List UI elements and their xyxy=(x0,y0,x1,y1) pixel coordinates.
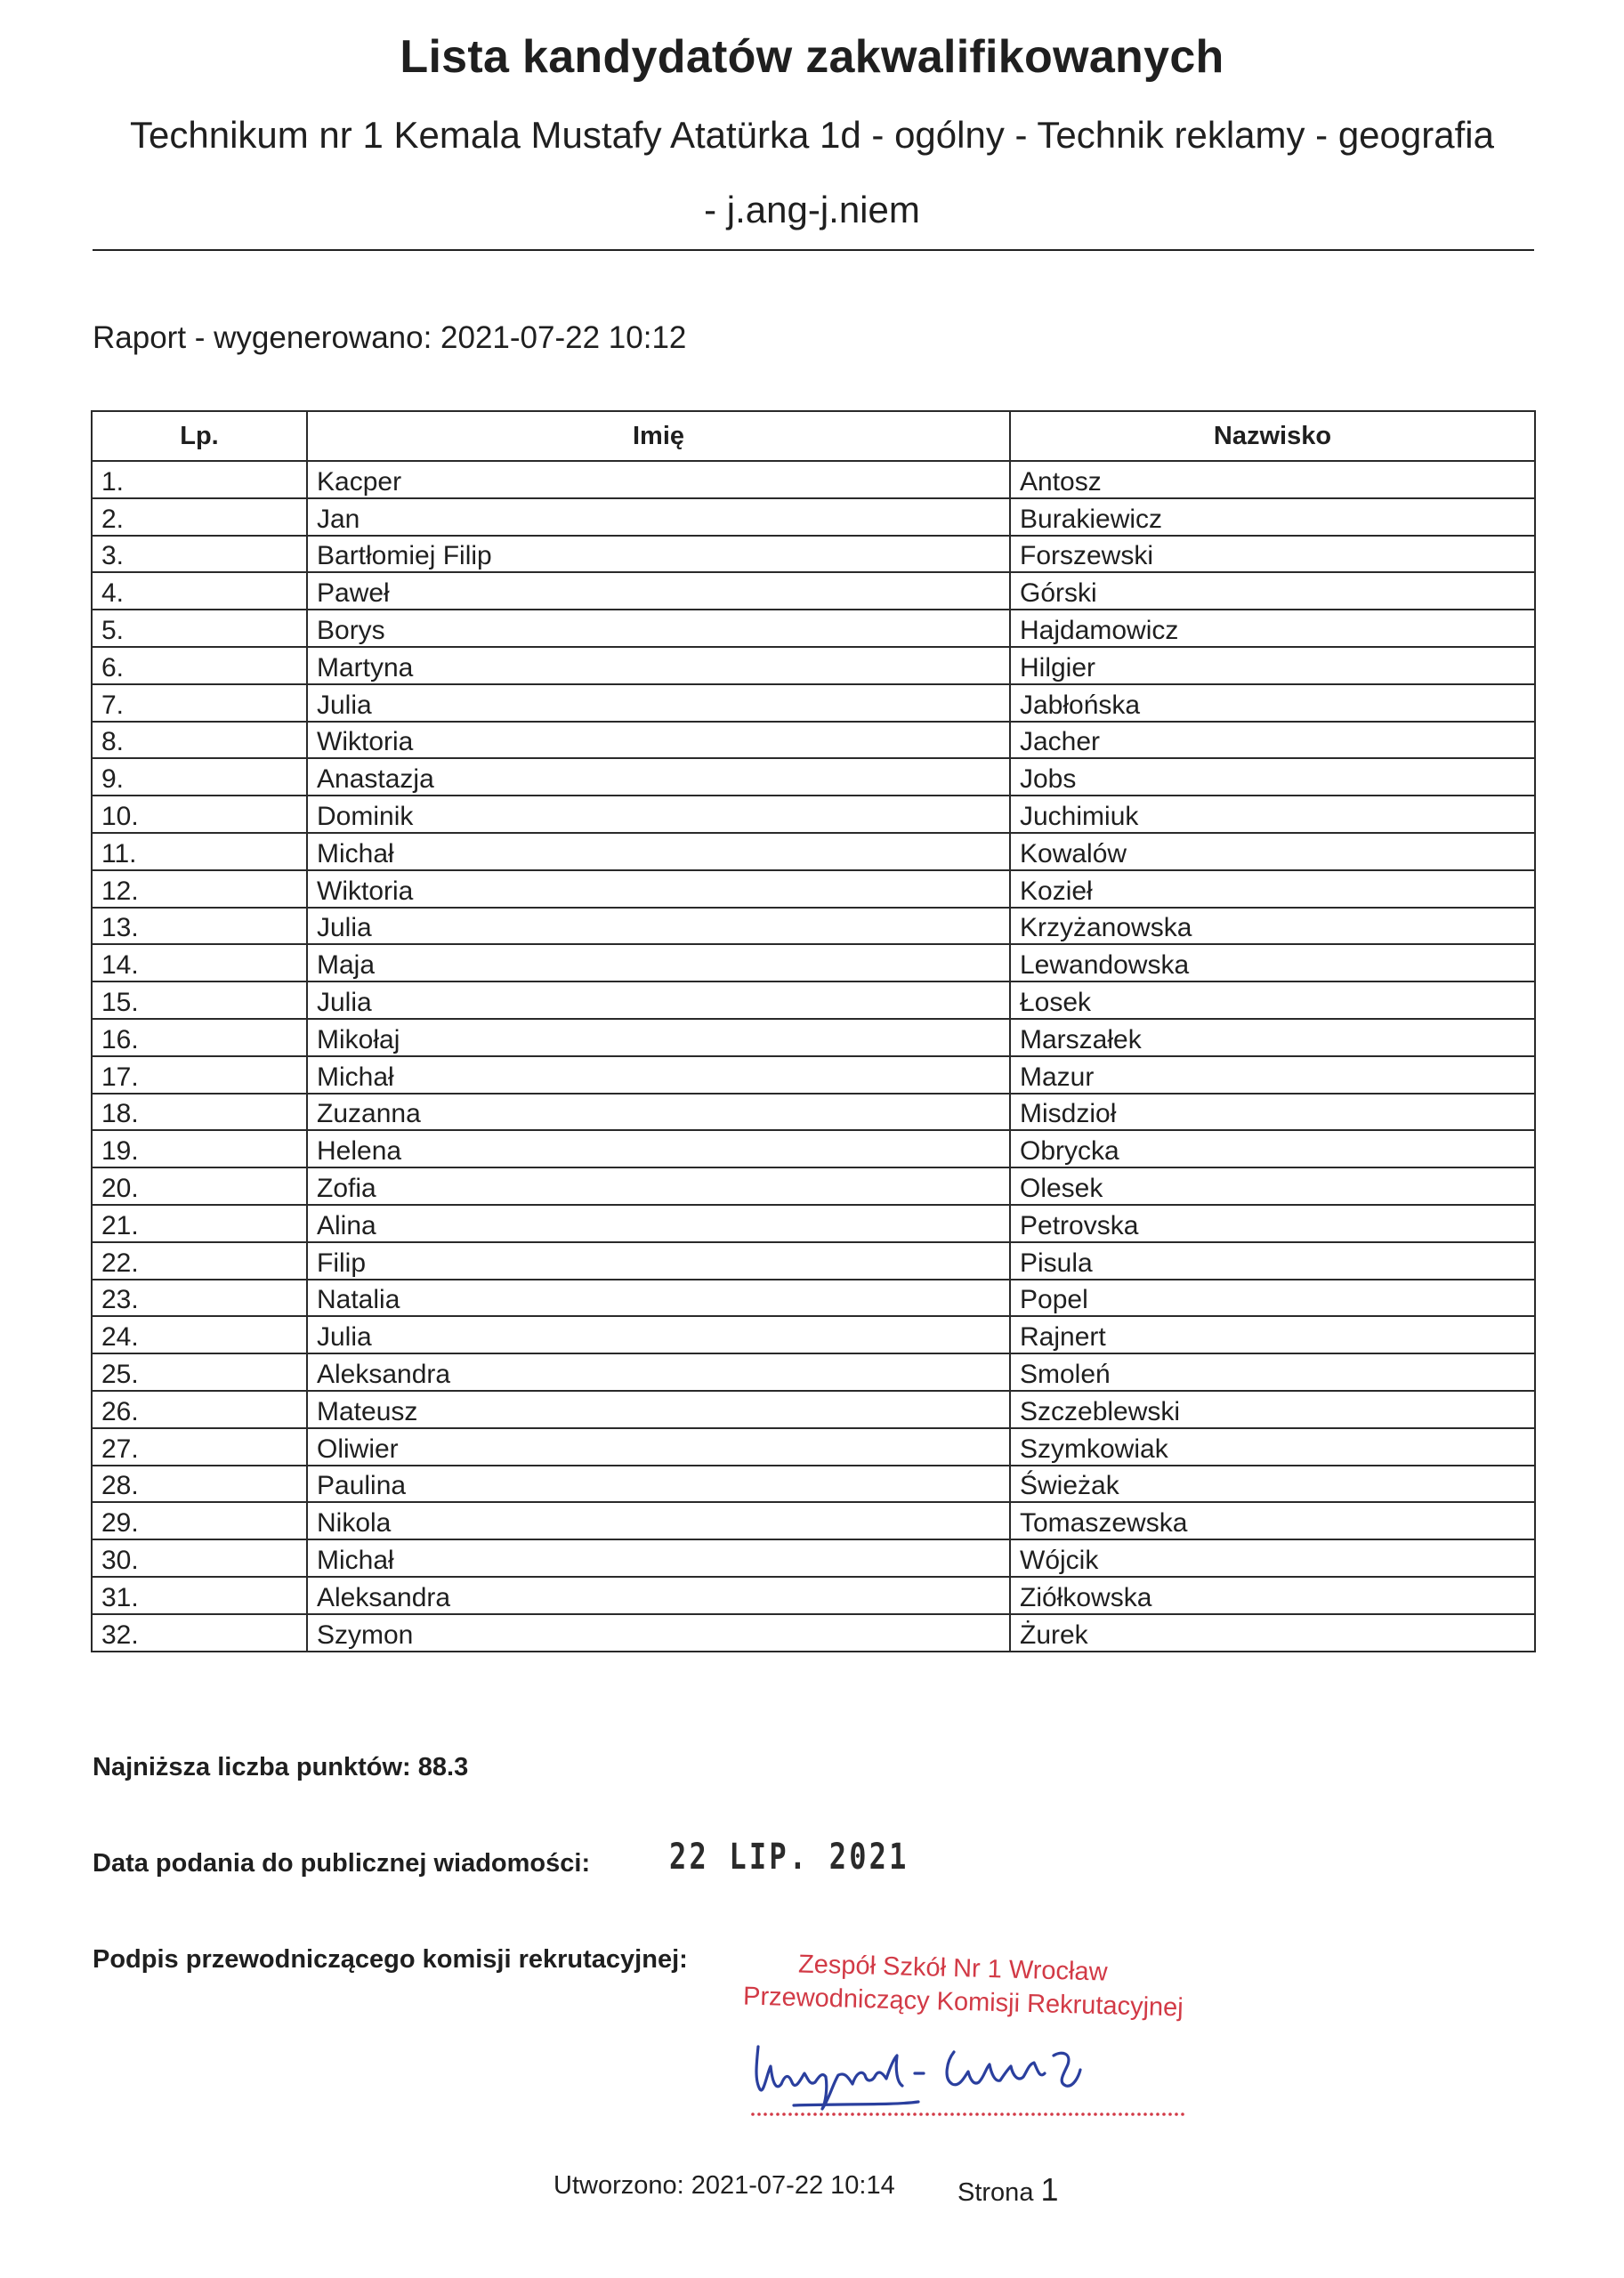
table-row xyxy=(92,1019,1535,1056)
signature-dot xyxy=(795,2112,798,2116)
cell-last-name: Ziółkowska xyxy=(1010,1577,1535,1614)
page-number: 1 xyxy=(1040,2171,1059,2208)
cell-first-name: Michał xyxy=(307,833,1010,870)
signature-dot xyxy=(913,2112,917,2116)
cell-first-name: Wiktoria xyxy=(307,722,1010,759)
signature-dot xyxy=(1106,2112,1110,2116)
document-title: Lista kandydatów zakwalifikowanych xyxy=(400,31,1224,83)
signature-dot xyxy=(894,2112,898,2116)
cell-last-name: Jobs xyxy=(1010,758,1535,796)
signature-label: Podpis przewodniczącego komisji rekrutacyjnej: xyxy=(93,1945,688,1974)
cell-last-name: Forszewski xyxy=(1010,536,1535,573)
table-row xyxy=(92,1466,1535,1503)
cell-last-name: Szczeblewski xyxy=(1010,1391,1535,1428)
cell-last-name: Obrycka xyxy=(1010,1130,1535,1167)
signature-dot xyxy=(1087,2112,1091,2116)
signature-dot xyxy=(1069,2112,1072,2116)
cell-lp: 27. xyxy=(92,1428,307,1466)
table-row xyxy=(92,1280,1535,1317)
signature-dot xyxy=(925,2112,929,2116)
school-program-line: Technikum nr 1 Kemala Mustafy Atatürka 1d - ogólny - Technik reklamy - geografia xyxy=(130,114,1494,156)
signature-dot xyxy=(1000,2112,1004,2116)
signature-dot xyxy=(1031,2112,1035,2116)
signature-dot xyxy=(1150,2112,1153,2116)
cell-last-name: Olesek xyxy=(1010,1167,1535,1205)
signature-dot xyxy=(813,2112,817,2116)
signature-dot xyxy=(975,2112,979,2116)
signature-dot xyxy=(1006,2112,1010,2116)
cell-first-name: Kacper xyxy=(307,461,1010,498)
signature-dot xyxy=(782,2112,786,2116)
cell-first-name: Martyna xyxy=(307,647,1010,684)
cell-lp: 17. xyxy=(92,1056,307,1094)
cell-first-name: Julia xyxy=(307,1316,1010,1353)
table-row xyxy=(92,1577,1535,1614)
cell-first-name: Bartłomiej Filip xyxy=(307,536,1010,573)
cell-lp: 14. xyxy=(92,944,307,981)
cell-last-name: Łosek xyxy=(1010,981,1535,1019)
page-label: Strona xyxy=(957,2178,1034,2207)
cell-lp: 26. xyxy=(92,1391,307,1428)
table-row xyxy=(92,684,1535,722)
cell-last-name: Kozieł xyxy=(1010,870,1535,908)
cell-last-name: Popel xyxy=(1010,1280,1535,1317)
signature-dot xyxy=(1050,2112,1054,2116)
signature-dot xyxy=(1044,2112,1047,2116)
cell-last-name: Juchimiuk xyxy=(1010,796,1535,833)
signature-dot xyxy=(1131,2112,1135,2116)
signature-dot xyxy=(876,2112,879,2116)
cell-first-name: Borys xyxy=(307,610,1010,647)
handwritten-signature xyxy=(740,2020,1203,2118)
signature-dot xyxy=(764,2112,767,2116)
table-row xyxy=(92,758,1535,796)
signature-dot xyxy=(788,2112,792,2116)
table-row xyxy=(92,870,1535,908)
cell-last-name: Marszałek xyxy=(1010,1019,1535,1056)
cell-last-name: Jacher xyxy=(1010,722,1535,759)
signature-dot xyxy=(1156,2112,1159,2116)
signature-dot xyxy=(1162,2112,1166,2116)
signature-dot xyxy=(901,2112,904,2116)
signature-dot xyxy=(963,2112,966,2116)
signature-dot xyxy=(1056,2112,1060,2116)
signature-dot xyxy=(757,2112,761,2116)
cell-lp: 16. xyxy=(92,1019,307,1056)
cell-first-name: Michał xyxy=(307,1539,1010,1577)
cell-lp: 20. xyxy=(92,1167,307,1205)
cell-lp: 8. xyxy=(92,722,307,759)
table-row xyxy=(92,1502,1535,1539)
column-header-first-name: Imię xyxy=(307,411,1010,461)
signature-dot xyxy=(1143,2112,1147,2116)
table-row xyxy=(92,1167,1535,1205)
cell-first-name: Oliwier xyxy=(307,1428,1010,1466)
signature-dot xyxy=(1119,2112,1122,2116)
cell-lp: 28. xyxy=(92,1466,307,1503)
signature-dot xyxy=(1062,2112,1066,2116)
signature-dot xyxy=(751,2112,755,2116)
table-row xyxy=(92,796,1535,833)
cell-last-name: Krzyżanowska xyxy=(1010,908,1535,945)
cell-lp: 31. xyxy=(92,1577,307,1614)
publication-date-label: Data podania do publicznej wiadomości: xyxy=(93,1849,591,1878)
cell-first-name: Helena xyxy=(307,1130,1010,1167)
table-row xyxy=(92,944,1535,981)
signature-dot xyxy=(851,2112,854,2116)
cell-lp: 19. xyxy=(92,1130,307,1167)
table-row xyxy=(92,1094,1535,1131)
cell-first-name: Filip xyxy=(307,1242,1010,1280)
cell-lp: 4. xyxy=(92,572,307,610)
table-row xyxy=(92,647,1535,684)
cell-last-name: Pisula xyxy=(1010,1242,1535,1280)
cell-first-name: Julia xyxy=(307,684,1010,722)
signature-dot xyxy=(820,2112,823,2116)
table-row xyxy=(92,1614,1535,1652)
cell-lp: 6. xyxy=(92,647,307,684)
signature-dot xyxy=(770,2112,773,2116)
cell-lp: 32. xyxy=(92,1614,307,1652)
signature-dot xyxy=(1013,2112,1016,2116)
signature-dot xyxy=(969,2112,973,2116)
cell-lp: 12. xyxy=(92,870,307,908)
cell-lp: 25. xyxy=(92,1353,307,1391)
cell-first-name: Wiktoria xyxy=(307,870,1010,908)
signature-dot xyxy=(919,2112,923,2116)
table-row xyxy=(92,536,1535,573)
signature-dot xyxy=(932,2112,935,2116)
table-row xyxy=(92,610,1535,647)
cell-lp: 24. xyxy=(92,1316,307,1353)
signature-dot xyxy=(1038,2112,1041,2116)
table-row xyxy=(92,1353,1535,1391)
cell-lp: 18. xyxy=(92,1094,307,1131)
cell-first-name: Jan xyxy=(307,498,1010,536)
signature-dot xyxy=(982,2112,985,2116)
cell-last-name: Wójcik xyxy=(1010,1539,1535,1577)
cell-last-name: Żurek xyxy=(1010,1614,1535,1652)
table-row xyxy=(92,1242,1535,1280)
signature-dot xyxy=(888,2112,892,2116)
cell-last-name: Tomaszewska xyxy=(1010,1502,1535,1539)
signature-dot xyxy=(857,2112,860,2116)
cell-last-name: Górski xyxy=(1010,572,1535,610)
table-row xyxy=(92,572,1535,610)
cell-lp: 21. xyxy=(92,1205,307,1242)
signature-dot xyxy=(1125,2112,1128,2116)
cell-last-name: Mazur xyxy=(1010,1056,1535,1094)
signature-dot xyxy=(1175,2112,1178,2116)
cell-last-name: Lewandowska xyxy=(1010,944,1535,981)
table-row xyxy=(92,1391,1535,1428)
cell-last-name: Hilgier xyxy=(1010,647,1535,684)
cell-first-name: Julia xyxy=(307,908,1010,945)
signature-dot xyxy=(863,2112,867,2116)
cell-last-name: Świeżak xyxy=(1010,1466,1535,1503)
signature-dot xyxy=(869,2112,873,2116)
table-row xyxy=(92,722,1535,759)
publication-date-stamp: 22 LIP. 2021 xyxy=(669,1837,909,1878)
cell-first-name: Paulina xyxy=(307,1466,1010,1503)
footer-created: Utworzono: 2021-07-22 10:14 xyxy=(553,2171,895,2200)
signature-dot xyxy=(776,2112,780,2116)
table-row xyxy=(92,461,1535,498)
candidates-table xyxy=(91,410,1536,1652)
signature-dot xyxy=(844,2112,848,2116)
language-line: - j.ang-j.niem xyxy=(704,189,920,230)
signature-dot xyxy=(994,2112,998,2116)
cell-last-name: Szymkowiak xyxy=(1010,1428,1535,1466)
signature-dot xyxy=(1025,2112,1029,2116)
signature-dot xyxy=(950,2112,954,2116)
table-row xyxy=(92,1428,1535,1466)
cell-lp: 2. xyxy=(92,498,307,536)
cell-first-name: Alina xyxy=(307,1205,1010,1242)
signature-dot xyxy=(1137,2112,1141,2116)
cell-first-name: Michał xyxy=(307,1056,1010,1094)
signature-dot xyxy=(1075,2112,1079,2116)
signature-dot xyxy=(838,2112,842,2116)
cell-lp: 30. xyxy=(92,1539,307,1577)
cell-last-name: Smoleń xyxy=(1010,1353,1535,1391)
cell-first-name: Zofia xyxy=(307,1167,1010,1205)
signature-dot xyxy=(826,2112,829,2116)
cell-first-name: Szymon xyxy=(307,1614,1010,1652)
table-row xyxy=(92,981,1535,1019)
signature-dot xyxy=(907,2112,910,2116)
cell-lp: 15. xyxy=(92,981,307,1019)
signature-dot xyxy=(1094,2112,1097,2116)
header-divider xyxy=(93,249,1534,251)
cell-first-name: Natalia xyxy=(307,1280,1010,1317)
cell-lp: 23. xyxy=(92,1280,307,1317)
cell-first-name: Mateusz xyxy=(307,1391,1010,1428)
cell-lp: 5. xyxy=(92,610,307,647)
signature-dot xyxy=(1112,2112,1116,2116)
signature-dot xyxy=(1168,2112,1172,2116)
signature-dot xyxy=(807,2112,811,2116)
stamp-line-school: Zespół Szkół Nr 1 Wrocław xyxy=(797,1950,1108,1987)
table-row xyxy=(92,1056,1535,1094)
cell-last-name: Petrovska xyxy=(1010,1205,1535,1242)
cell-first-name: Zuzanna xyxy=(307,1094,1010,1131)
signature-dot xyxy=(938,2112,941,2116)
cell-last-name: Jabłońska xyxy=(1010,684,1535,722)
table-row xyxy=(92,1205,1535,1242)
cell-lp: 1. xyxy=(92,461,307,498)
cell-first-name: Maja xyxy=(307,944,1010,981)
cell-last-name: Kowalów xyxy=(1010,833,1535,870)
cell-lp: 7. xyxy=(92,684,307,722)
signature-dot xyxy=(1081,2112,1085,2116)
signature-dot xyxy=(1100,2112,1103,2116)
cell-first-name: Dominik xyxy=(307,796,1010,833)
cell-last-name: Antosz xyxy=(1010,461,1535,498)
cell-first-name: Mikołaj xyxy=(307,1019,1010,1056)
footer-page xyxy=(957,2171,1059,2209)
table-row xyxy=(92,1539,1535,1577)
cell-first-name: Aleksandra xyxy=(307,1353,1010,1391)
signature-dot xyxy=(1181,2112,1184,2116)
cell-first-name: Paweł xyxy=(307,572,1010,610)
stamp-line-role: Przewodniczący Komisji Rekrutacyjnej xyxy=(742,1982,1184,2023)
cell-last-name: Rajnert xyxy=(1010,1316,1535,1353)
table-row xyxy=(92,908,1535,945)
cell-last-name: Misdzioł xyxy=(1010,1094,1535,1131)
table-row xyxy=(92,498,1535,536)
cell-first-name: Julia xyxy=(307,981,1010,1019)
cell-lp: 9. xyxy=(92,758,307,796)
signature-dot xyxy=(1019,2112,1022,2116)
cell-lp: 13. xyxy=(92,908,307,945)
cell-first-name: Aleksandra xyxy=(307,1577,1010,1614)
column-header-lp: Lp. xyxy=(92,411,307,461)
cell-lp: 22. xyxy=(92,1242,307,1280)
cell-lp: 10. xyxy=(92,796,307,833)
cell-lp: 29. xyxy=(92,1502,307,1539)
table-row xyxy=(92,833,1535,870)
column-header-last-name: Nazwisko xyxy=(1010,411,1535,461)
cell-first-name: Nikola xyxy=(307,1502,1010,1539)
signature-dot xyxy=(988,2112,991,2116)
signature-dot xyxy=(957,2112,960,2116)
cell-lp: 3. xyxy=(92,536,307,573)
cell-lp: 11. xyxy=(92,833,307,870)
signature-dot xyxy=(882,2112,885,2116)
generated-timestamp: Raport - wygenerowano: 2021-07-22 10:12 xyxy=(93,320,687,355)
signature-dot xyxy=(832,2112,836,2116)
signature-dot xyxy=(801,2112,804,2116)
cell-first-name: Anastazja xyxy=(307,758,1010,796)
table-row xyxy=(92,1130,1535,1167)
table-header-row xyxy=(92,411,1535,461)
signature-dot xyxy=(944,2112,948,2116)
cell-last-name: Burakiewicz xyxy=(1010,498,1535,536)
cell-last-name: Hajdamowicz xyxy=(1010,610,1535,647)
min-points-text: Najniższa liczba punktów: 88.3 xyxy=(93,1753,469,1781)
table-row xyxy=(92,1316,1535,1353)
